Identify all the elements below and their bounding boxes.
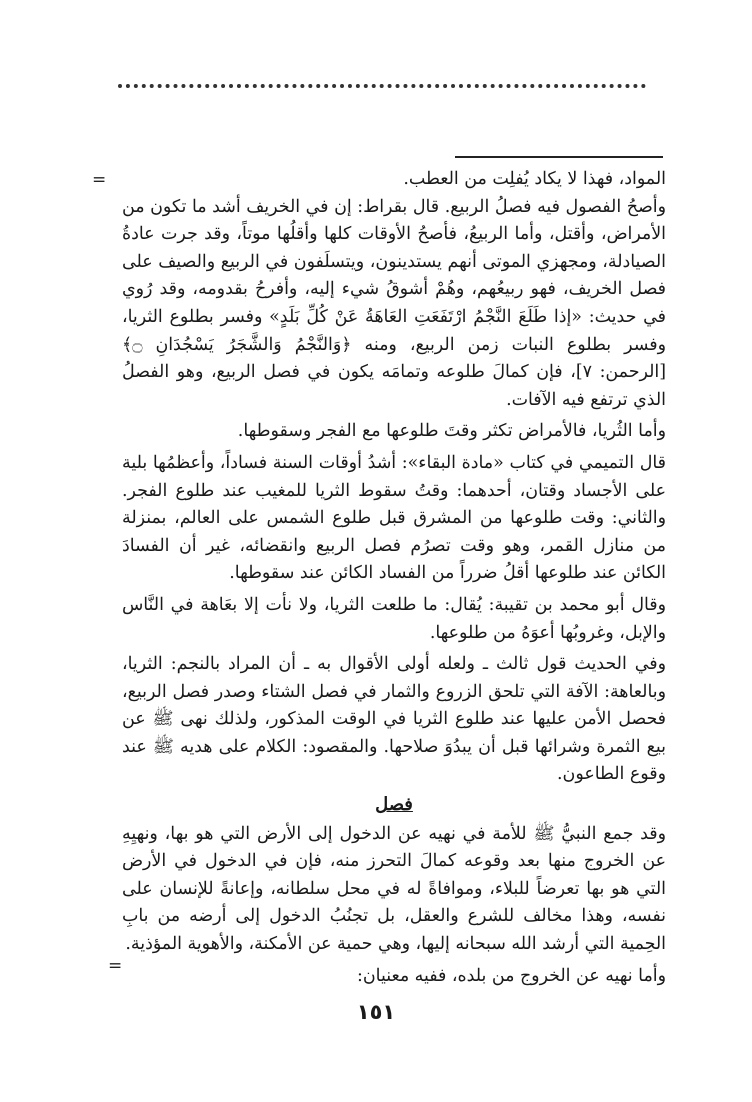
main-text: [122, 166, 666, 990]
paragraph-1: المواد، فهذا لا يكاد يُفلِت من العطب.: [403, 169, 666, 189]
paragraph-2: وأصحُ الفصول فيه فصلُ الربيع. قال بقراط: إن في الخريف أشد ما تكون من الأمراض، وأقتل، وأما الربيعُ، فأصحُ الأوقات كلها وأقلُها موتاً، وقد جرت عادةُ الصيادلة، ومجهزي الموتى أنهم يستدينون، ويتسلَفون في الربيع والصيف على فصل الخريف، فهو ربيعُهم، وهُمْ أشوقُ شيء إليه، وأفرحُ بقدومه، وقد رُوي في حديث: «إذا طَلَعَ النَّجْمُ ارْتَفَعَتِ العَاهَةُ عَنْ كُلِّ بَلَدٍ» وفسر بطلوع الثريا، وفسر بطلوع النبات زمن الربيع، ومنه ﴿وَالنَّجْمُ وَالشَّجَرُ يَسْجُدَانِ ۝﴾ [الرحمن: ٧]، فإن كمالَ طلوعه وتمامَه يكون في فصل الربيع، وهو الفصلُ الذي ترتفع فيه الآفات.: [122, 196, 666, 410]
paragraph-6: وفي الحديث قول ثالث ـ ولعله أولى الأقوال به ـ أن المراد بالنجم: الثريا، وبالعاهة: الآفة التي تلحق الزروع والثمار في فصل الشتاء وصدر فصل الربيع، فحصل الأمن عليها عند طلوع الثريا في الوقت المذكور، ولذلك نهى ﷺ عن بيع الثمرة وشرائها قبل أن يبدُوَ صلاحها. والمقصود: الكلام على هديه ﷺ عند وقوع الطاعون.: [122, 654, 666, 785]
paragraph-4: قال التميمي في كتاب «مادة البقاء»: أشدُ أوقات السنة فساداً، وأعظمُها بلية على الأجساد وقتان، أحدهما: وقتُ سقوط الثريا للمغيب عند طلوع الفجر. والثاني: وقت طلوعها من المشرق قبل طلوع الشمس على العالم، بمنزلة من منازل القمر، وهو وقت تصرُم فصل الربيع وانقضائه، غير أن الفسادَ الكائن عند طلوعها أقلُ ضرراً من الفساد الكائن عند سقوطها.: [122, 452, 666, 584]
continuation-marker-bottom: =: [108, 956, 123, 976]
continuation-marker-top: =: [92, 170, 107, 190]
section-paragraph-2: وأما نهيه عن الخروج من بلده، ففيه معنيان:: [357, 965, 666, 986]
paragraph-3: وأما الثُريا، فالأمراض تكثر وقتَ طلوعها مع الفجر وسقوطها.: [237, 421, 666, 442]
continuation-rule: [455, 156, 663, 158]
paragraph-5: وقال أبو محمد بن تقيبة: يُقال: ما طلعت الثريا، ولا نأت إلا بعَاهة في النَّاس والإبل، وغروبُها أعوَهُ من طلوعها.: [122, 594, 666, 643]
header-dotted-rule: [118, 84, 646, 88]
page-number: ١٥١: [356, 1000, 396, 1024]
section-paragraph-1: وقد جمع النبيُّ ﷺ للأمة في نهيه عن الدخول إلى الأرض التي هو بها، ونهيِهِ عن الخروج منها بعد وقوعه كمالَ التحرز منه، فإن في الدخول في الأرض التي هو بها تعرضاً للبلاء، وموافاةً له في محل سلطانه، وإعانةً للإنسان على نفسه، وهذا مخالف للشرع والعقل، بل تجنُبُ الدخول إلى أرضه من بابِ الحِمية التي أرشد الله سبحانه إليها، وهي حمية عن الأمكنة، والأهوية المؤذية.: [122, 823, 666, 955]
section-heading: فصل: [375, 794, 413, 816]
